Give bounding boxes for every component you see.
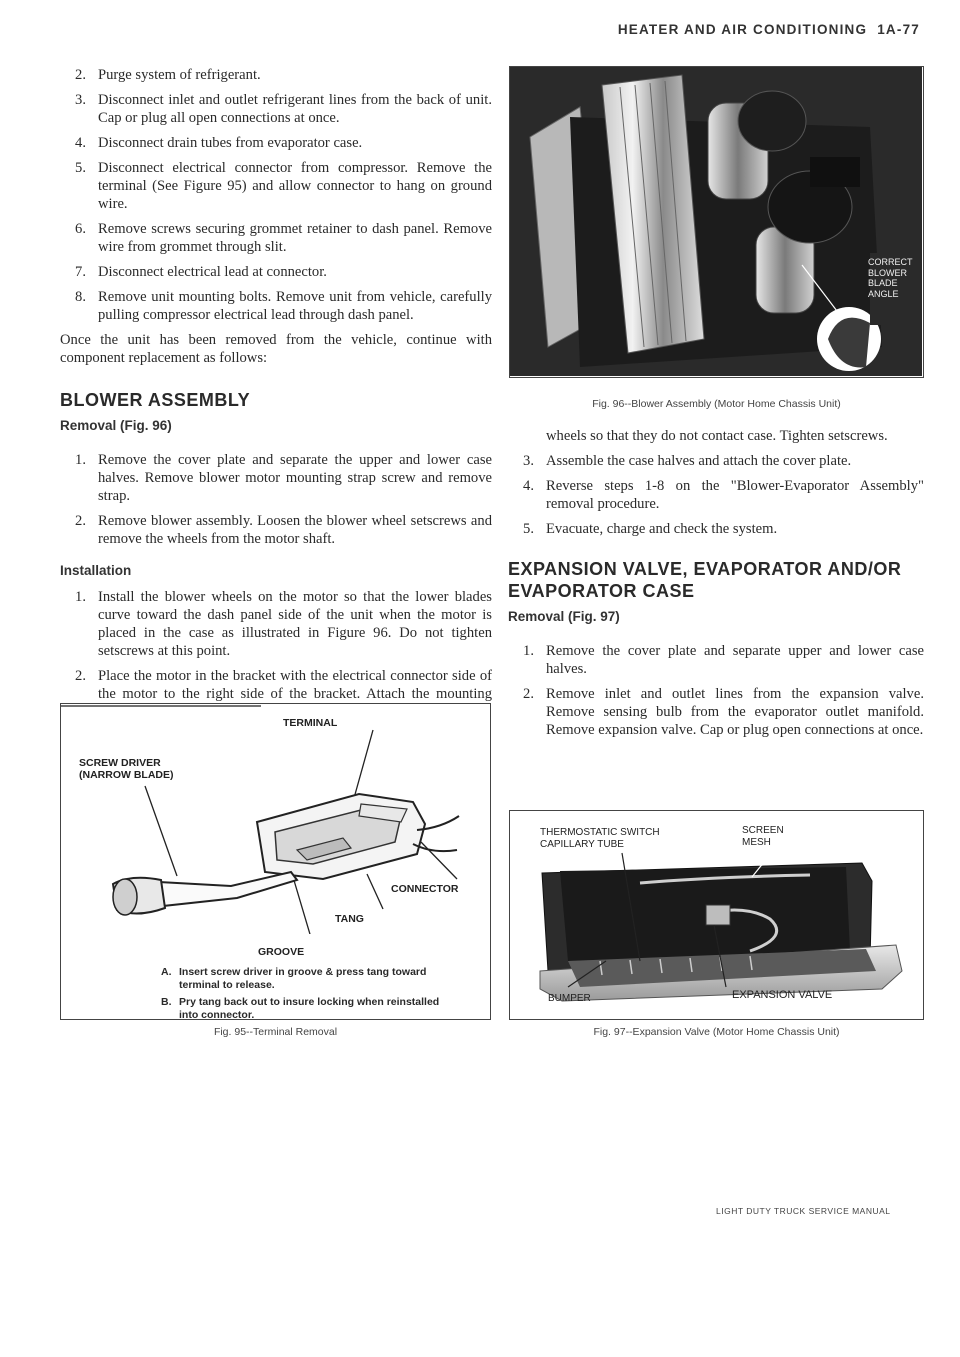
- step-number: 3.: [75, 92, 86, 108]
- step-text: Remove screws securing grommet retainer to dash panel. Remove wire from grommet through slit.: [98, 221, 492, 255]
- section-heading-blower: BLOWER ASSEMBLY: [60, 390, 251, 410]
- list-item: [60, 91, 492, 127]
- step-text: Assemble the case halves and attach the cover plate.: [546, 453, 852, 469]
- subheading-removal: Removal (Fig. 96): [60, 418, 172, 433]
- blower-photo: [510, 67, 922, 376]
- label-connector: CONNECTOR: [391, 883, 459, 895]
- figure-96: [509, 66, 924, 378]
- label-correct-blower-blade-angle: CORRECT BLOWER BLADE ANGLE: [868, 257, 913, 299]
- note-b: [161, 996, 461, 1020]
- header-title: HEATER AND AIR CONDITIONING: [617, 22, 868, 37]
- step-text: Disconnect electrical lead at connector.: [98, 264, 327, 280]
- step-number: 2.: [75, 668, 86, 684]
- step-text: Place the motor in the bracket with the electrical connector side of the motor to the right side of the bracket. Attach the mounting: [98, 668, 492, 702]
- note-a: [161, 966, 461, 991]
- list-item: [508, 642, 924, 678]
- figure-96-caption: Fig. 96--Blower Assembly (Motor Home Chassis Unit): [592, 398, 841, 410]
- figure-97: [509, 810, 924, 1020]
- step-number: 5.: [523, 521, 534, 537]
- page-number: 1A-77: [877, 22, 920, 37]
- note-letter: B.: [161, 996, 172, 1008]
- step-text: Disconnect electrical connector from compressor. Remove the terminal (See Figure 95) and allow connector to hang on ground wire.: [98, 160, 492, 212]
- list-item: [60, 263, 492, 281]
- step-number: 1.: [523, 643, 534, 659]
- list-item: [60, 159, 492, 213]
- step-text: Purge system of refrigerant.: [98, 67, 261, 83]
- label-thermostatic-switch: THERMOSTATIC SWITCH CAPILLARY TUBE: [540, 827, 660, 850]
- label-screen-mesh: SCREEN MESH: [742, 825, 784, 848]
- step-number: 1.: [75, 452, 86, 468]
- figure-95-caption: Fig. 95--Terminal Removal: [213, 1026, 338, 1038]
- label-expansion-valve: EXPANSION VALVE: [732, 989, 833, 1001]
- subheading-installation: Installation: [60, 563, 132, 578]
- step-number: 4.: [523, 478, 534, 494]
- figure-95-notes: [161, 966, 461, 1020]
- right-column: [508, 427, 924, 746]
- list-item: [60, 134, 492, 152]
- figure-95: [60, 703, 491, 1020]
- step-number: 6.: [75, 221, 86, 237]
- step-text: Remove inlet and outlet lines from the expansion valve. Remove sensing bulb from the evaporator outlet manifold. Remove expansion valve. Cap or plug open connections at once.: [546, 686, 924, 738]
- step-number: 5.: [75, 160, 86, 176]
- list-item: [60, 66, 492, 84]
- step-number: 1.: [75, 589, 86, 605]
- list-item: [60, 220, 492, 256]
- step-text: Disconnect inlet and outlet refrigerant lines from the back of unit. Cap or plug all open connections at once.: [98, 92, 492, 126]
- left-column: [60, 66, 492, 728]
- label-groove: GROOVE: [258, 946, 305, 958]
- step-number: [508, 427, 546, 445]
- list-item: [60, 588, 492, 660]
- step-number: 3.: [523, 453, 534, 469]
- list-item: [508, 477, 924, 513]
- paragraph: Once the unit has been removed from the vehicle, continue with component replacement as follows:: [60, 332, 492, 366]
- note-text: Insert screw driver in groove & press tang toward terminal to release.: [179, 966, 427, 991]
- step-text: Remove the cover plate and separate the upper and lower case halves. Remove blower motor mounting strap screw and remove strap.: [98, 452, 492, 504]
- step-number: 2.: [75, 67, 86, 83]
- step-number: 2.: [523, 686, 534, 702]
- step-text: Reverse steps 1-8 on the "Blower-Evaporator Assembly" removal procedure.: [546, 478, 924, 512]
- step-text: wheels so that they do not contact case. Tighten setscrews.: [546, 428, 888, 444]
- label-terminal: TERMINAL: [283, 717, 338, 729]
- list-item: [60, 512, 492, 548]
- label-screw-driver: SCREW DRIVER (NARROW BLADE): [79, 757, 174, 781]
- list-item: [508, 452, 924, 470]
- step-number: 2.: [75, 513, 86, 529]
- figure-97-caption: Fig. 97--Expansion Valve (Motor Home Chassis Unit): [593, 1026, 840, 1038]
- note-text: Pry tang back out to insure locking when reinstalled into connector.: [179, 996, 461, 1020]
- note-letter: A.: [161, 966, 172, 978]
- page-header: [618, 22, 920, 37]
- list-item: [60, 288, 492, 324]
- step-text: Remove the cover plate and separate upper and lower case halves.: [546, 643, 924, 677]
- step-number: 4.: [75, 135, 86, 151]
- list-item: [60, 451, 492, 505]
- section-heading-expansion-valve: EXPANSION VALVE, EVAPORATOR AND/OR EVAPORATOR CASE: [508, 559, 902, 601]
- step-number: 7.: [75, 264, 86, 280]
- label-tang: TANG: [335, 913, 364, 925]
- subheading-removal: Removal (Fig. 97): [508, 609, 620, 624]
- step-text: Remove unit mounting bolts. Remove unit from vehicle, carefully pulling compressor electrical lead through dash panel.: [98, 289, 492, 323]
- list-item: [508, 427, 924, 445]
- step-text: Disconnect drain tubes from evaporator case.: [98, 135, 363, 151]
- step-text: Install the blower wheels on the motor so that the lower blades curve toward the dash panel side of the unit when the motor is placed in the case as illustrated in Figure 96. Do not tighten setscrews at this point.: [98, 589, 492, 659]
- step-number: 8.: [75, 289, 86, 305]
- page-footer: LIGHT DUTY TRUCK SERVICE MANUAL: [716, 1206, 891, 1216]
- list-item: [508, 520, 924, 538]
- list-item: [508, 685, 924, 739]
- terminal-illustration: [61, 704, 489, 934]
- step-text: Evacuate, charge and check the system.: [546, 521, 778, 537]
- step-text: Remove blower assembly. Loosen the blower wheel setscrews and remove the wheels from the motor shaft.: [98, 513, 492, 547]
- label-bumper: BUMPER: [548, 993, 591, 1004]
